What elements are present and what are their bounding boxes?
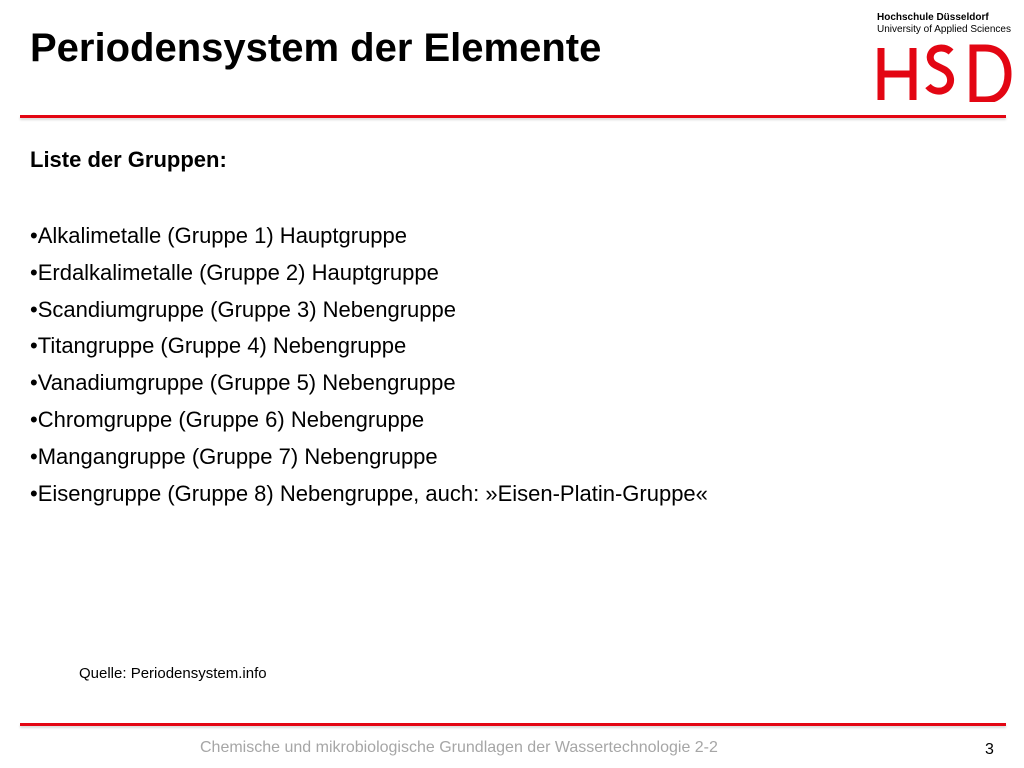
university-logo	[877, 12, 1012, 97]
group-list	[30, 218, 990, 512]
bullet-icon: •	[30, 333, 38, 359]
bullet-icon: •	[30, 443, 38, 469]
list-item-text: Vanadiumgruppe (Gruppe 5) Nebengruppe	[37, 370, 456, 396]
list-item-text: Eisengruppe (Gruppe 8) Nebengruppe, auch: »Eisen-Platin-Gruppe«	[37, 480, 708, 506]
list-item	[30, 255, 990, 292]
slide-title: Periodensystem der Elemente	[30, 26, 602, 70]
list-item-text: Chromgruppe (Gruppe 6) Nebengruppe	[37, 406, 425, 432]
list-heading: Liste der Gruppen:	[30, 147, 227, 172]
page-number: 3	[985, 741, 994, 758]
list-item-text: Scandiumgruppe (Gruppe 3) Nebengruppe	[37, 296, 456, 322]
bullet-icon: •	[30, 296, 38, 322]
list-item	[30, 292, 990, 329]
bullet-icon: •	[30, 406, 38, 432]
header-divider	[20, 115, 1006, 118]
logo-subtitle-line: University of Applied Sciences	[877, 24, 1011, 35]
list-item	[30, 365, 990, 402]
logo-name-line: Hochschule Düsseldorf	[877, 12, 989, 23]
bullet-icon: •	[30, 370, 38, 396]
list-item-text: Alkalimetalle (Gruppe 1) Hauptgruppe	[37, 223, 408, 248]
footer-divider	[20, 723, 1006, 726]
list-item-text: Titangruppe (Gruppe 4) Nebengruppe	[37, 333, 407, 359]
list-item	[30, 476, 990, 513]
hsd-logo-icon	[877, 44, 1012, 102]
list-item-text: Mangangruppe (Gruppe 7) Nebengruppe	[37, 443, 438, 469]
list-item	[30, 218, 990, 255]
list-item	[30, 328, 990, 365]
list-item-text: Erdalkalimetalle (Gruppe 2) Hauptgruppe	[37, 259, 439, 285]
bullet-icon: •	[30, 480, 38, 506]
source-citation: Quelle: Periodensystem.info	[79, 665, 267, 682]
footer-course-title: Chemische und mikrobiologische Grundlagen der Wassertechnologie 2-2	[200, 739, 718, 756]
bullet-icon: •	[30, 223, 38, 248]
slide-content	[30, 146, 990, 512]
list-item	[30, 439, 990, 476]
bullet-icon: •	[30, 259, 38, 285]
list-item	[30, 402, 990, 439]
